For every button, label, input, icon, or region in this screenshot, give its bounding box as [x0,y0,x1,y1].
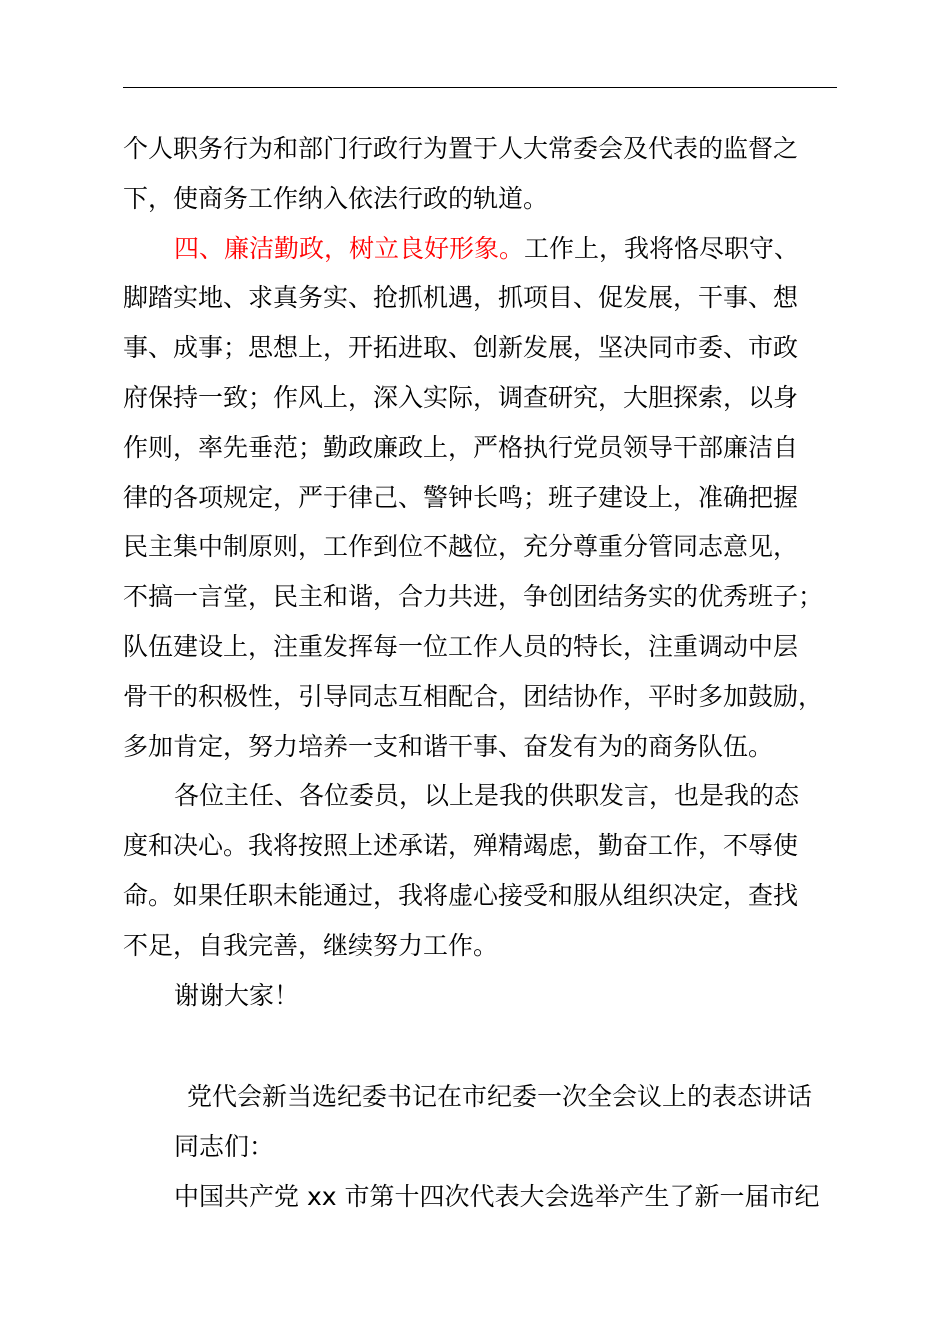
body-line: 不足，自我完善，继续努力工作。 [123,930,499,960]
body-line: 多加肯定，努力培养一支和谐干事、奋发有为的商务队伍。 [123,731,774,761]
document-body [123,124,863,1222]
next-article-title: 党代会新当选纪委书记在市纪委一次全会议上的表态讲话 [187,1082,813,1112]
body-line: 命。如果任职未能通过，我将虚心接受和服从组织决定，查找 [123,880,799,910]
body-line: 下，使商务工作纳入依法行政的轨道。 [123,183,549,213]
body-line: 事、成事；思想上，开拓进取、创新发展，坚决同市委、市政 [123,333,799,363]
header-rule [123,87,837,88]
body-line: 作则，率先垂范；勤政廉政上，严格执行党员领导干部廉洁自 [123,432,799,462]
section-gap [123,1020,863,1072]
body-line: 骨干的积极性，引导同志互相配合，团结协作，平时多加鼓励， [123,681,824,711]
salutation: 同志们： [174,1132,275,1162]
section-heading: 四、廉洁勤政，树立良好形象。 [174,233,525,263]
body-line: 各位主任、各位委员，以上是我的供职发言，也是我的态 [174,781,800,811]
body-line: 府保持一致；作风上，深入实际，调查研究，大胆探索，以身 [123,382,799,412]
body-line: 中国共产党 xx 市第十四次代表大会选举产生了新一届市纪 [174,1181,820,1211]
body-line: 律的各项规定，严于律己、警钟长鸣；班子建设上，准确把握 [123,482,799,512]
closing-thanks: 谢谢大家！ [174,980,300,1010]
body-line: 工作上，我将恪尽职守、 [524,233,800,263]
body-line: 个人职务行为和部门行政行为置于人大常委会及代表的监督之 [123,134,799,163]
body-line: 民主集中制原则，工作到位不越位，充分尊重分管同志意见， [123,532,799,562]
body-line: 脚踏实地、求真务实、抢抓机遇，抓项目、促发展，干事、想 [123,283,799,313]
body-line: 队伍建设上，注重发挥每一位工作人员的特长，注重调动中层 [123,631,799,661]
body-line: 度和决心。我将按照上述承诺，殚精竭虑，勤奋工作，不辱使 [123,831,799,861]
body-line: 不搞一言堂，民主和谐，合力共进，争创团结务实的优秀班子； [123,582,824,612]
section-four-paragraph [123,224,863,274]
